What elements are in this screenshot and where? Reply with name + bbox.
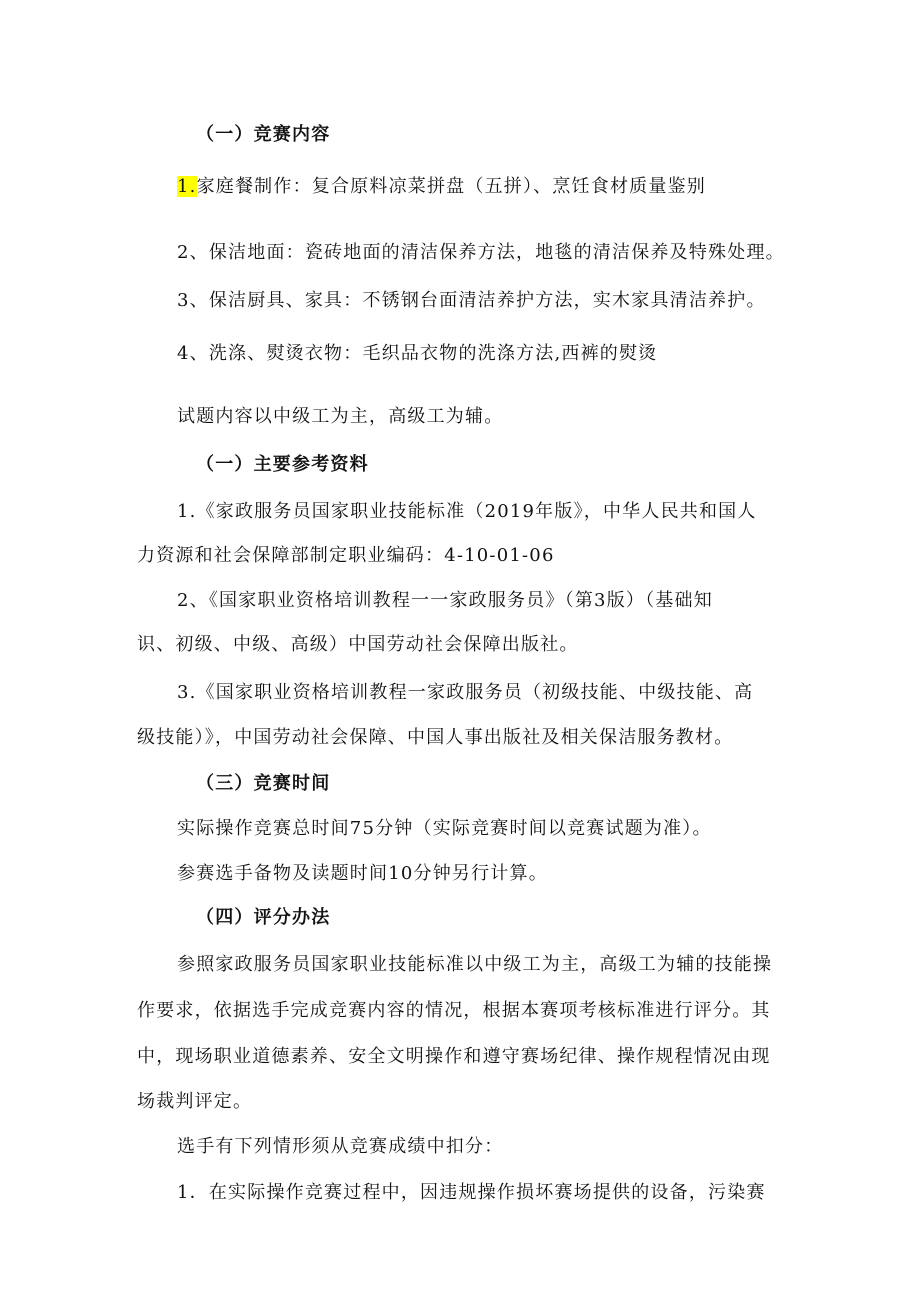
section-heading-content: （一）竞赛内容 (196, 124, 331, 145)
section-heading-scoring: （四）评分办法 (196, 907, 331, 928)
reference-2-line-1: 2、《国家职业资格培训教程一一家政服务员》（第3版）（基础知 (177, 590, 713, 611)
reference-1-line-1: 1.《家政服务员国家职业技能标准（2019年版》，中华人民共和国人 (177, 501, 757, 522)
scoring-line-1: 参照家政服务员国家职业技能标准以中级工为主，高级工为辅的技能操 (177, 954, 773, 975)
section-heading-time: （三）竞赛时间 (196, 773, 331, 794)
deduction-intro: 选手有下列情形须从竞赛成绩中扣分： (177, 1136, 504, 1157)
reference-2-line-2: 识、初级、中级、高级）中国劳动社会保障出版社。 (137, 634, 579, 655)
time-line-1: 实际操作竞赛总时间75分钟（实际竞赛时间以竞赛试题为准）。 (177, 818, 712, 839)
reference-1-line-2: 力资源和社会保障部制定职业编码：4-10-01-06 (137, 545, 555, 566)
deduction-item-1: 1．在实际操作竞赛过程中，因违规操作损坏赛场提供的设备，污染赛 (177, 1182, 766, 1203)
scoring-line-3: 中，现场职业道德素养、安全文明操作和遵守赛场纪律、操作规程情况由现 (137, 1046, 771, 1067)
reference-3-line-1: 3.《国家职业资格培训教程一家政服务员（初级技能、中级技能、高 (177, 682, 754, 703)
time-line-2: 参赛选手备物及读题时间10分钟另行计算。 (177, 863, 548, 884)
highlighted-number: 1. (177, 176, 197, 197)
reference-3-line-2: 级技能）》，中国劳动社会保障、中国人事出版社及相关保洁服务教材。 (137, 727, 734, 748)
content-item-1-text: 家庭餐制作：复合原料凉菜拼盘（五拼）、烹饪食材质量鉴别 (196, 176, 706, 197)
content-note: 试题内容以中级工为主，高级工为辅。 (177, 406, 504, 427)
content-item-3: 3、保洁厨具、家具：不锈钢台面清洁养护方法，实木家具清洁养护。 (177, 290, 766, 311)
scoring-line-2: 作要求，依据选手完成竞赛内容的情况，根据本赛项考核标准进行评分。其 (137, 1000, 771, 1021)
content-item-4: 4、洗涤、熨烫衣物：毛织品衣物的洗涤方法,西裤的熨烫 (177, 343, 658, 364)
content-item-2: 2、保洁地面：瓷砖地面的清洁保养方法，地毯的清洁保养及特殊处理。 (177, 242, 785, 263)
section-heading-references: （一）主要参考资料 (196, 454, 369, 475)
content-item-1 (177, 175, 706, 199)
scoring-line-4: 场裁判评定。 (137, 1091, 253, 1112)
